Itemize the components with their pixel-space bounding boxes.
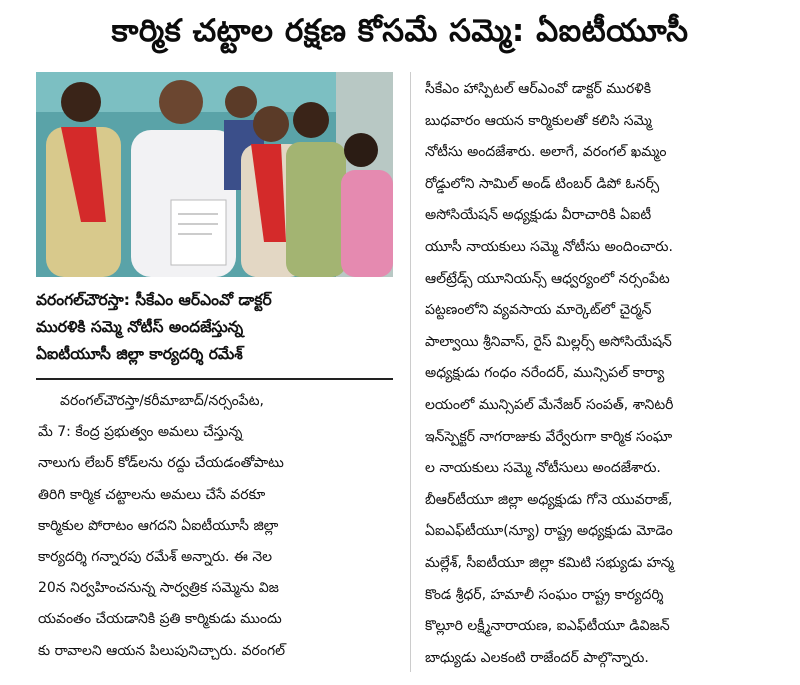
- column-divider: [410, 72, 411, 672]
- body-line: బుధవారం ఆయన కార్మికులతో కలిసి సమ్మె: [425, 112, 652, 129]
- body-line: పట్టణంలోని వ్యవసాయ మార్కెట్‌లో చైర్మన్: [425, 302, 652, 319]
- body-line: 20న నిర్వహించనున్న సార్వత్రిక సమ్మెను విజ: [38, 580, 279, 597]
- body-line: పాల్వాయి శ్రీనివాస్, రైస్ మిల్లర్స్ అసోసియేషన్: [425, 333, 672, 350]
- body-line: యూసీ నాయకులు సమ్మె నోటీసు అందించారు.: [425, 238, 673, 255]
- caption-line: మురళికి సమ్మె నోటీస్ అందజేస్తున్న: [36, 318, 244, 336]
- body-line: ఏఐఎఫ్‌టీయూ(న్యూ) రాష్ట్ర అధ్యక్షుడు మోడెం: [425, 523, 673, 540]
- body-line: కార్మికుల పోరాటం ఆగదని ఏఐటీయూసీ జిల్లా: [38, 517, 279, 534]
- body-line: ఆల్‌ట్రేడ్స్ యూనియన్స్ ఆధ్వర్యంలో నర్సంపేట: [425, 270, 670, 287]
- body-line: నోటీసు అందజేశారు. అలాగే, వరంగల్ ఖమ్మం: [425, 144, 667, 161]
- body-line: బీఆర్‌టీయూ జిల్లా అధ్యక్షుడు గోనె యువరాజ్,: [425, 491, 673, 508]
- body-line: ఇన్‌స్పెక్టర్ నాగరాజుకు వేర్వేరుగా కార్మిక సంఘా: [425, 428, 673, 445]
- article-body-right: [425, 74, 775, 674]
- body-line: వరంగల్‌చౌరస్తా/కరీమాబాద్/నర్సంపేట,: [60, 393, 264, 409]
- body-line: లయంలో మున్సిపల్ మేనేజర్ సంపత్, శానిటరీ: [425, 396, 674, 413]
- body-line: ల నాయకులు సమ్మె నోటీసులు అందజేశారు.: [425, 460, 661, 477]
- body-line: అసోసియేషన్ అధ్యక్షుడు వీరాచారికి ఏఐటీ: [425, 207, 652, 224]
- body-line: కు రావాలని ఆయన పిలుపునిచ్చారు. వరంగల్: [38, 642, 286, 659]
- article-body-left: [38, 386, 393, 667]
- news-photo-illustration: [36, 72, 393, 277]
- body-line: తిరిగి కార్మిక చట్టాలను అమలు చేసే వరకూ: [38, 486, 266, 503]
- body-line: కొండ శ్రీధర్, హమాలీ సంఘం రాష్ట్ర కార్యదర్శి: [425, 586, 664, 603]
- caption-line: వరంగల్‌చౌరస్తా: సీకేఎం ఆర్‌ఎంవో డాక్టర్: [36, 291, 272, 309]
- body-line: బాధ్యుడు ఎలకంటి రాజేందర్ పాల్గొన్నారు.: [425, 649, 649, 666]
- body-line: అధ్యక్షుడు గంధం నరేందర్, మున్సిపల్ కార్యా: [425, 365, 665, 382]
- body-line: మల్లేశ్, సీఐటీయూ జిల్లా కమిటి సభ్యుడు హన్మ: [425, 554, 674, 571]
- caption-line: ఏఐటీయూసీ జిల్లా కార్యదర్శి రమేశ్: [36, 345, 243, 363]
- body-line: కొల్లూరి లక్ష్మీనారాయణ, ఐఎఫ్‌టీయూ డివిజన్: [425, 618, 670, 635]
- caption-divider: [36, 378, 393, 380]
- body-line: యవంతం చేయడానికి ప్రతి కార్మికుడు ముందు: [38, 611, 282, 628]
- body-line: మే 7: కేంద్ర ప్రభుత్వం అమలు చేస్తున్న: [38, 424, 243, 441]
- photo-caption: [36, 287, 393, 368]
- body-line: రోడ్డులోని సామిల్ అండ్ టింబర్ డిపో ఓనర్స్: [425, 175, 660, 192]
- body-line: సీకేఎం హాస్పిటల్ ఆర్‌ఎంవో డాక్టర్ మురళికి: [425, 81, 652, 97]
- body-line: నాలుగు లేబర్ కోడ్‌లను రద్దు చేయడంతోపాటు: [38, 455, 284, 472]
- news-photo: [36, 72, 393, 277]
- headline: కార్మిక చట్టాల రక్షణ కోసమే సమ్మె: ఏఐటీయూసీ: [111, 13, 689, 49]
- body-line: కార్యదర్శి గన్నారపు రమేశ్ అన్నారు. ఈ నెల: [38, 549, 273, 566]
